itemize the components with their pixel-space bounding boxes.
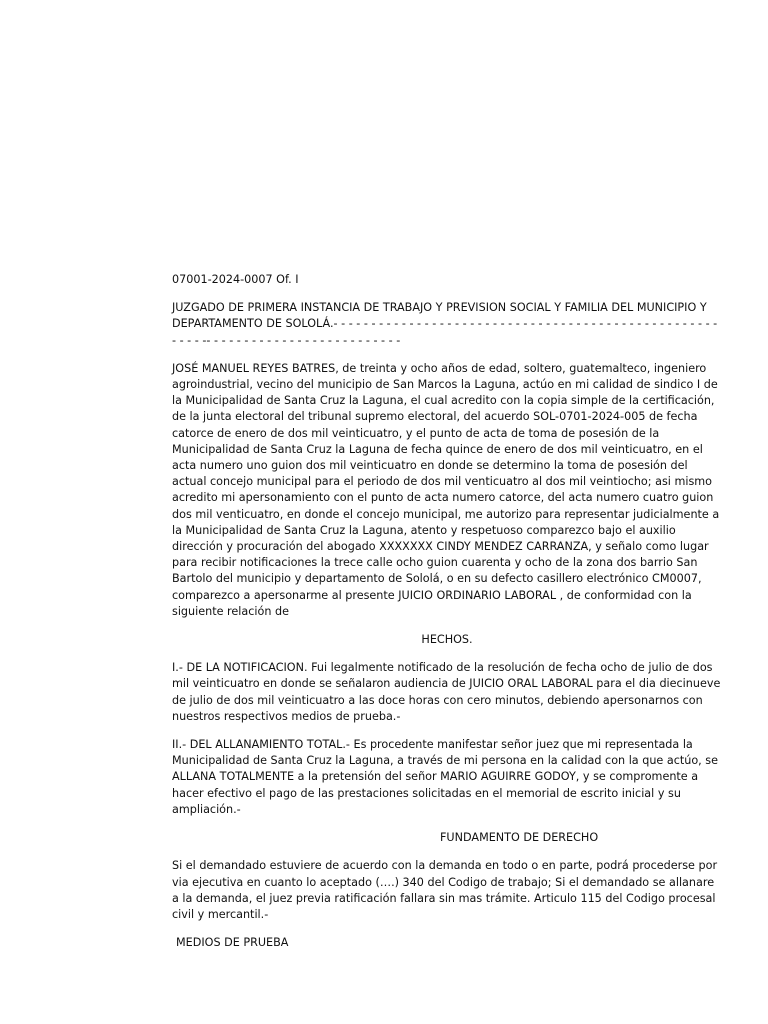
intro-paragraph: JOSÉ MANUEL REYES BATRES, de treinta y ocho años de edad, soltero, guatemalteco, ingeniero agroindustrial, vecino del municipio de San Marcos la Laguna, actúo en mi calidad de sindico I de la Municipalidad de Santa Cruz la Laguna, el cual acredito con la copia simple de la certificación, de la junta electoral del tribunal supremo electoral, del acuerdo SOL-0701-2024-005 de fecha catorce de enero de dos mil veinticuatro, y el punto de acta de toma de posesión de la Municipalidad de Santa Cruz la Laguna de fecha quince de enero de dos mil veinticuatro, en el acta numero uno guion dos mil veinticuatro en donde se determino la toma de posesión del actual concejo municipal para el periodo de dos mil venticuatro al dos mil veintiocho; asi mismo acredito mi apersonamiento con el punto de acta numero catorce, del acta numero cuatro guion dos mil venticuatro, en donde el concejo municipal, me autorizo para representar judicialmente a la Municipalidad de Santa Cruz la Laguna, atento y respetuoso comparezco bajo el auxilio dirección y procuración del abogado XXXXXXX CINDY MENDEZ CARRANZA, y señalo como lugar para recibir notificaciones la trece calle ocho guion cuarenta y ocho de la zona dos barrio San Bartolo del municipio y departamento de Sololá, o en su defecto casillero electrónico CM0007, comparezco a apersonarme al presente JUICIO ORDINARIO LABORAL , de conformidad con la siguiente relación de (172, 361, 720, 618)
court-heading: JUZGADO DE PRIMERA INSTANCIA DE TRABAJO Y PREVISION SOCIAL Y FAMILIA DEL MUNICIPIO Y DEPARTAMENTO DE SOLOLÁ.- - - - - - - - - - - - - - - - - - - - - - - - - - - - - - - - - - - - - - - - - - - - - - - - - - - - - - - -- - - - - - - - - - - - - - - - - - - - - - - - - - (172, 301, 718, 347)
item-notificacion: I.- DE LA NOTIFICACION. Fui legalmente notificado de la resolución de fecha ocho de julio de dos mil veinticuatro en donde se señalaron audiencia de JUICIO ORAL LABORAL para el dia diecinueve de julio de dos mil veinticuatro a las doce horas con cero minutos, debiendo apersonarnos con nuestros respectivos medios de prueba.- (172, 661, 721, 723)
case-number: 07001-2024-0007 Of. I (172, 273, 299, 286)
medios-heading: MEDIOS DE PRUEBA (176, 936, 289, 950)
item-allanamiento: II.- DEL ALLANAMIENTO TOTAL.- Es procedente manifestar señor juez que mi representada la Municipalidad de Santa Cruz la Laguna, a través de mi persona en la calidad con la que actúo, se ALLANA TOTALMENTE a la pretensión del señor MARIO AGUIRRE GODOY, y se compromente a hacer efectivo el pago de las prestaciones solicitadas en el memorial de escrito inicial y su ampliación.- (172, 738, 719, 816)
fundamento-paragraph: Si el demandado estuviere de acuerdo con la demanda en todo o en parte, podrá procederse por via ejecutiva en cuanto lo aceptado (….) 340 del Codigo de trabajo; Si el demandado se allanare a la demanda, el juez previa ratificación fallara sin mas trámite. Articulo 115 del Codigo procesal civil y mercantil.- (172, 859, 718, 921)
fundamento-heading: FUNDAMENTO DE DERECHO (440, 831, 599, 845)
hechos-heading: HECHOS. (421, 633, 473, 647)
document-body (172, 272, 722, 963)
